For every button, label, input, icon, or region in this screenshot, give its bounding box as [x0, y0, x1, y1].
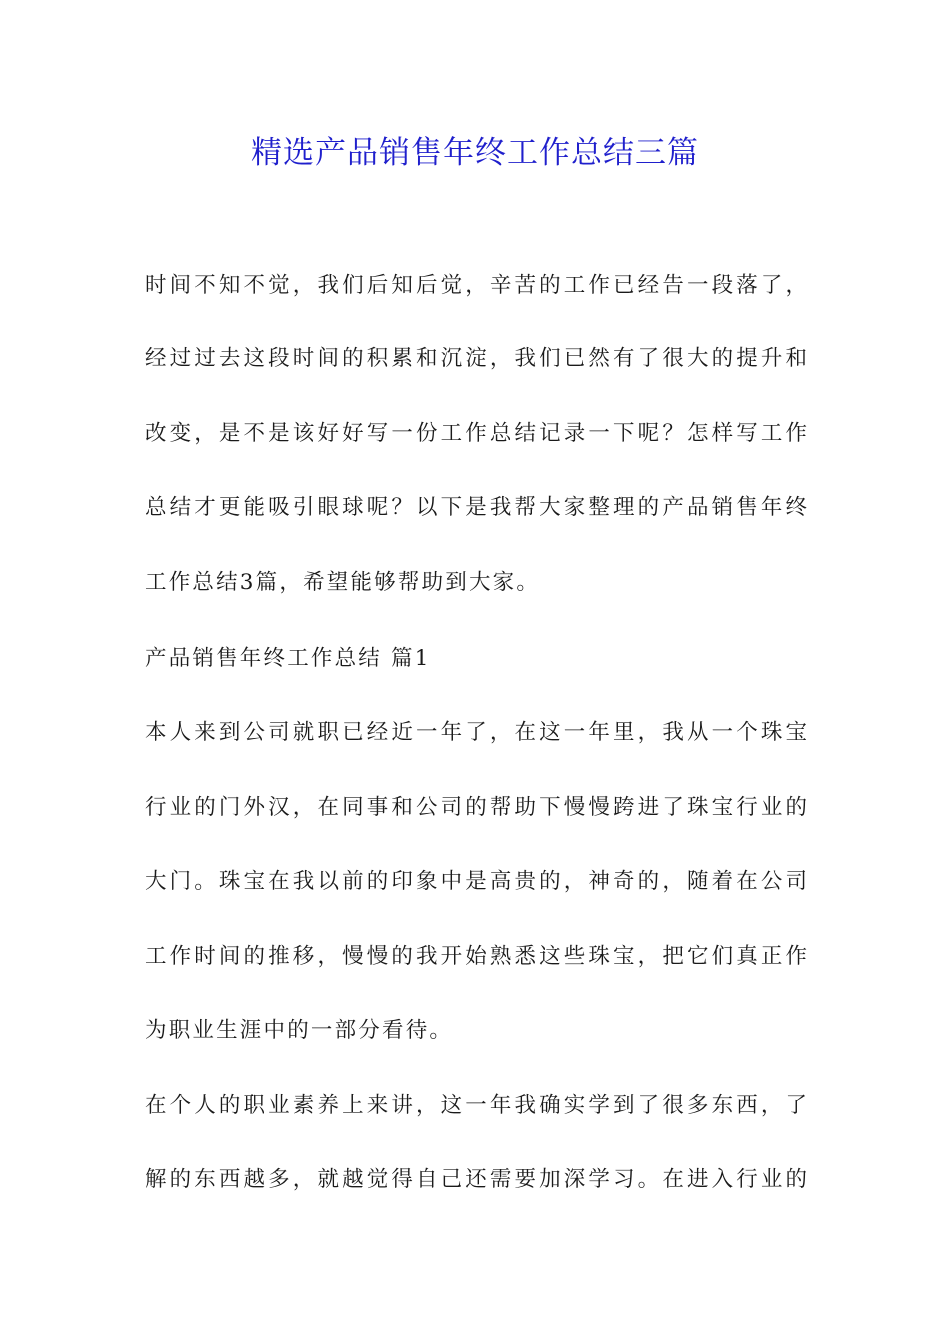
paragraph-line: 工作时间的推移，慢慢的我开始熟悉这些珠宝，把它们真正作: [145, 944, 807, 969]
section-heading: 产品销售年终工作总结 篇1: [145, 646, 431, 671]
paragraph-line: 工作总结3篇，希望能够帮助到大家。: [145, 570, 541, 595]
paragraph-line: 总结才更能吸引眼球呢？以下是我帮大家整理的产品销售年终: [145, 495, 807, 520]
paragraph-line: 在个人的职业素养上来讲，这一年我确实学到了很多东西，了: [145, 1093, 807, 1118]
paragraph-line: 行业的门外汉，在同事和公司的帮助下慢慢跨进了珠宝行业的: [145, 795, 807, 820]
document-title: 精选产品销售年终工作总结三篇: [251, 135, 699, 171]
paragraph-line: 大门。珠宝在我以前的印象中是高贵的，神奇的，随着在公司: [145, 869, 807, 894]
paragraph-line: 本人来到公司就职已经近一年了，在这一年里，我从一个珠宝: [145, 720, 807, 745]
paragraph-line: 改变，是不是该好好写一份工作总结记录一下呢？怎样写工作: [145, 421, 807, 446]
paragraph-line: 为职业生涯中的一部分看待。: [145, 1018, 454, 1043]
paragraph-line: 时间不知不觉，我们后知后觉，辛苦的工作已经告一段落了，: [145, 273, 807, 298]
paragraph-line: 解的东西越多，就越觉得自己还需要加深学习。在进入行业的: [145, 1167, 807, 1192]
paragraph-line: 经过过去这段时间的积累和沉淀，我们已然有了很大的提升和: [145, 346, 807, 371]
